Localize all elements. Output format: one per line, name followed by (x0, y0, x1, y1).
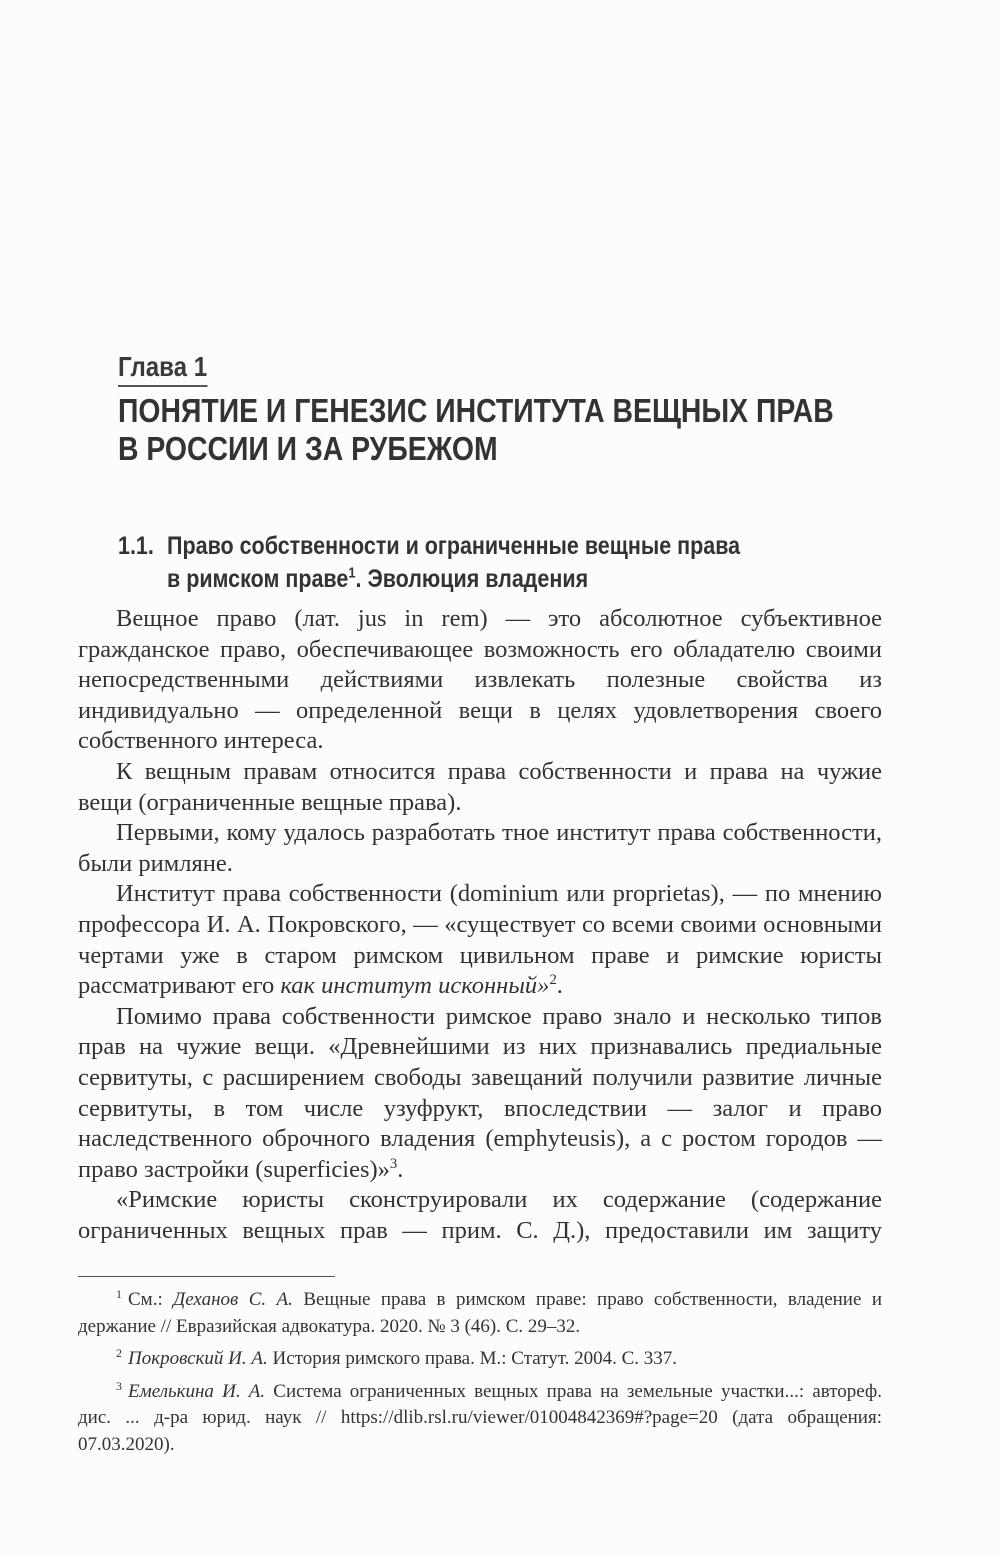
footnote-text: История римского права. М.: Статут. 2004. С. 337. (267, 1348, 678, 1370)
paragraph (78, 879, 882, 1001)
footnotes (78, 1287, 882, 1464)
paragraph: Вещное право (лат. jus in rem) — это абсолютное субъективное гражданское право, обеспечивающее возможность его обладателю своими непосредственными действиями извлекать полезные свойства из индивидуально — определенной вещи в целях удовлетворения своего собственного интереса. (78, 605, 882, 755)
footnote (78, 1346, 882, 1373)
paragraph-text: . (556, 972, 563, 1000)
section-heading (118, 530, 740, 596)
section-title-line (118, 563, 740, 596)
paragraph (78, 1002, 882, 1186)
footnote (78, 1287, 882, 1340)
body-text (78, 604, 882, 1246)
footnote-author: Емелькина И. А. (128, 1380, 266, 1402)
footnote-ref: 1 (348, 564, 356, 582)
footnote-author: Деханов С. А. (173, 1289, 293, 1311)
paragraph: «Римские юристы сконструировали их содержание (содержание ограниченных вещных прав — прим. С. Д.), предоставили им защиту (78, 1186, 882, 1244)
page-flow (78, 604, 882, 1464)
footnote-text: Вещные права в римском праве: право собственности, владение и держание // Евразийская адвокатура. 2020. № 3 (46). С. 29–32. (78, 1289, 883, 1337)
paragraph: Первыми, кому удалось разработать тное институт права собственности, были римляне. (78, 819, 882, 877)
section-title-text: в римском праве (167, 565, 349, 593)
chapter-label: Глава 1 (118, 350, 207, 387)
footnote-ref: 3 (389, 1155, 398, 1172)
footnote-number: 2 (116, 1346, 122, 1361)
paragraph-text: Помимо права собственности римское право знало и несколько типов прав на чужие вещи. «Древнейшими из них признавались предиальные сервитуты, с расширением свободы завещаний получили развитие личные сервитуты, в том числе узуфрукт, впоследствии — залог и право наследственного оброчного владения (emphyteusis), а с ростом городов — право застройки (superficies)» (78, 1002, 882, 1183)
chapter-title-line: В РОССИИ И ЗА РУБЕЖОМ (118, 430, 498, 467)
footnote-number: 1 (116, 1287, 122, 1302)
footnote-divider (78, 1276, 335, 1277)
chapter-title-line: ПОНЯТИЕ И ГЕНЕЗИС ИНСТИТУТА ВЕЩНЫХ ПРАВ (118, 392, 834, 429)
chapter-title (118, 392, 834, 468)
footnote (78, 1379, 882, 1459)
paragraph-text: . (397, 1155, 404, 1183)
footnote-text: См.: (128, 1289, 174, 1311)
paragraph-text: Институт права собственности (dominium или proprietas), — по мнению профессора И. А. Покровского, — «существует со всеми своими основными чертами уже в старом римском цивильном праве и римские юристы рассматривают его (78, 880, 882, 1000)
footnote-number: 3 (116, 1378, 122, 1393)
section-title-line: Право собственности и ограниченные вещные права (167, 532, 741, 560)
footnote-ref: 2 (549, 971, 557, 988)
italic-quote: как институт исконный» (280, 972, 550, 1000)
paragraph: К вещным правам относится права собственности и права на чужие вещи (ограниченные вещные права). (78, 757, 882, 816)
section-title-text: . Эволюция владения (355, 565, 589, 593)
footnote-author: Покровский И. А. (128, 1348, 268, 1370)
section-number: 1.1. (118, 532, 154, 560)
footnote-text: Система ограниченных вещных права на земельные участки...: автореф. дис. ... д-ра юрид. наук // https://dlib.rsl.ru/viewer/01004842369#?page=20 (дата обращения: 07.03.2020). (78, 1380, 882, 1455)
